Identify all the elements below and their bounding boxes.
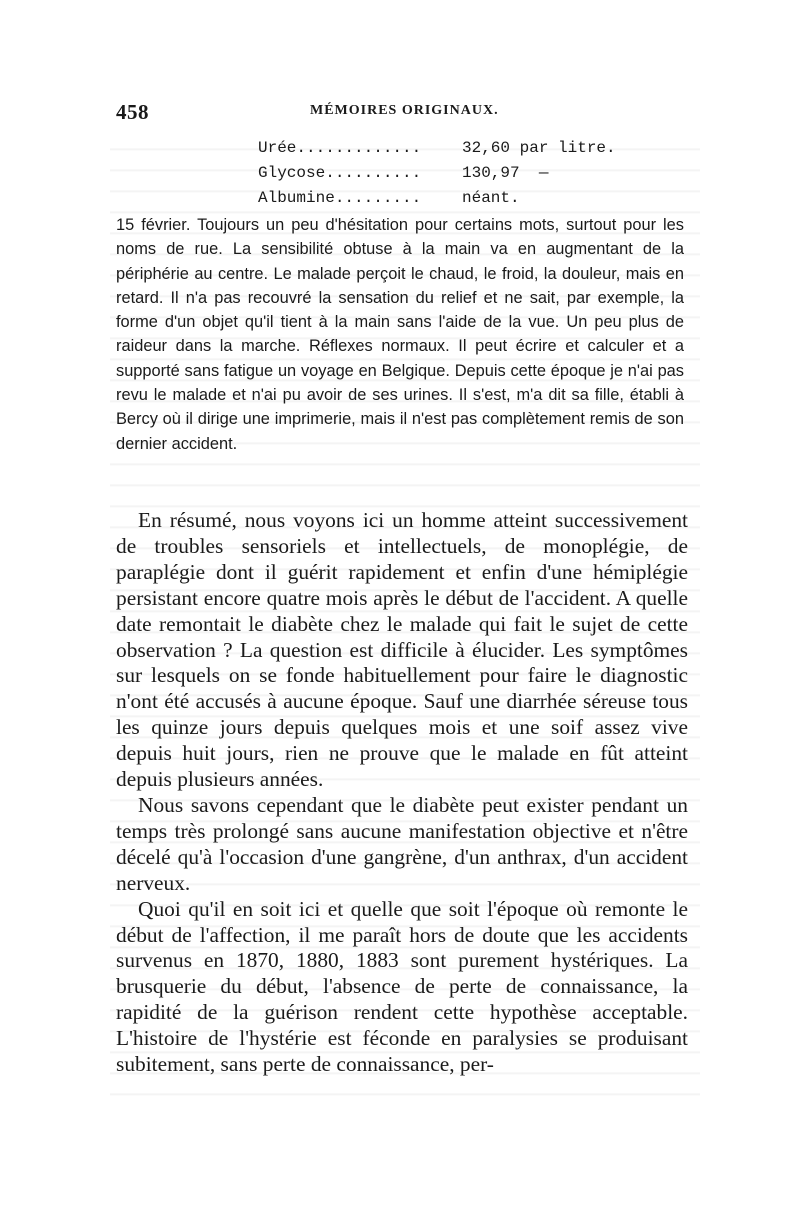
analysis-row-uree — [258, 136, 616, 161]
analysis-value: néant. — [462, 189, 520, 207]
page-number: 458 — [116, 100, 149, 124]
running-head: MÉMOIRES ORIGINAUX. — [310, 103, 499, 118]
analysis-label: Albumine......... — [258, 189, 422, 207]
analysis-value: 130,97 — — [462, 164, 549, 182]
analysis-label: Urée............. — [258, 139, 422, 157]
analysis-row-albumine — [258, 186, 616, 211]
body-paragraph-diabete: Nous savons cependant que le diabète peut exister pendant un temps très prolongé sans aucune manifestation objective et n'être décelé qu'à l'occasion d'une gangrène, d'un anthrax, d'un accident nerveux. — [116, 792, 688, 895]
page-header — [116, 100, 690, 124]
observation-paragraph: 15 février. Toujours un peu d'hésitation pour certains mots, surtout pour les noms de rue. La sensibilité obtuse à la main va en augmentant de la périphérie au centre. Le malade perçoit le chaud, le froid, la douleur, mais en retard. Il n'a pas recouvré la sensation du relief et ne sait, par exemple, la forme d'un objet qu'il tient à la main sans l'aide de la vue. Un peu plus de raideur dans la marche. Réflexes normaux. Il peut écrire et calculer et a supporté sans fatigue un voyage en Belgique. Depuis cette époque je n'ai pas revu le malade et n'ai pu avoir de ses urines. Il s'est, m'a dit sa fille, établi à Bercy où il dirige une imprimerie, mais il n'est pas complètement remis de son dernier accident. — [116, 216, 684, 453]
analysis-label: Glycose.......... — [258, 164, 422, 182]
urine-analysis-table — [258, 136, 616, 211]
observation-note — [116, 213, 684, 456]
analysis-row-glycose — [258, 161, 616, 186]
body-paragraph-resume: En résumé, nous voyons ici un homme atteint successivement de troubles sensoriels et intellectuels, de monoplégie, de paraplégie dont il guérit rapidement et enfin d'une hémiplégie persistant encore quatre mois après le début de l'accident. A quelle date remontait le diabète chez le malade qui fait le sujet de cette observation ? La question est difficile à élucider. Les symptômes sur lesquels on se fonde habituellement pour faire le diagnostic n'ont été accusés à aucune époque. Sauf une diarrhée séreuse tous les quinze jours depuis quelques mois et une soif assez vive depuis huit jours, rien ne prouve que le malade en fût atteint depuis plusieurs années. — [116, 508, 688, 792]
body-paragraph-hysterie: Quoi qu'il en soit ici et quelle que soit l'époque où remonte le début de l'affection, il me paraît hors de doute que les accidents survenus en 1870, 1880, 1883 sont purement hystériques. La brusquerie du début, l'absence de perte de connaissance, la rapidité de la guérison rendent cette hypothèse acceptable. L'histoire de l'hystérie est féconde en paralysies se produisant subitement, sans perte de connaissance, per- — [116, 896, 688, 1077]
analysis-value: 32,60 par litre. — [462, 139, 616, 157]
body-text — [116, 508, 688, 1078]
